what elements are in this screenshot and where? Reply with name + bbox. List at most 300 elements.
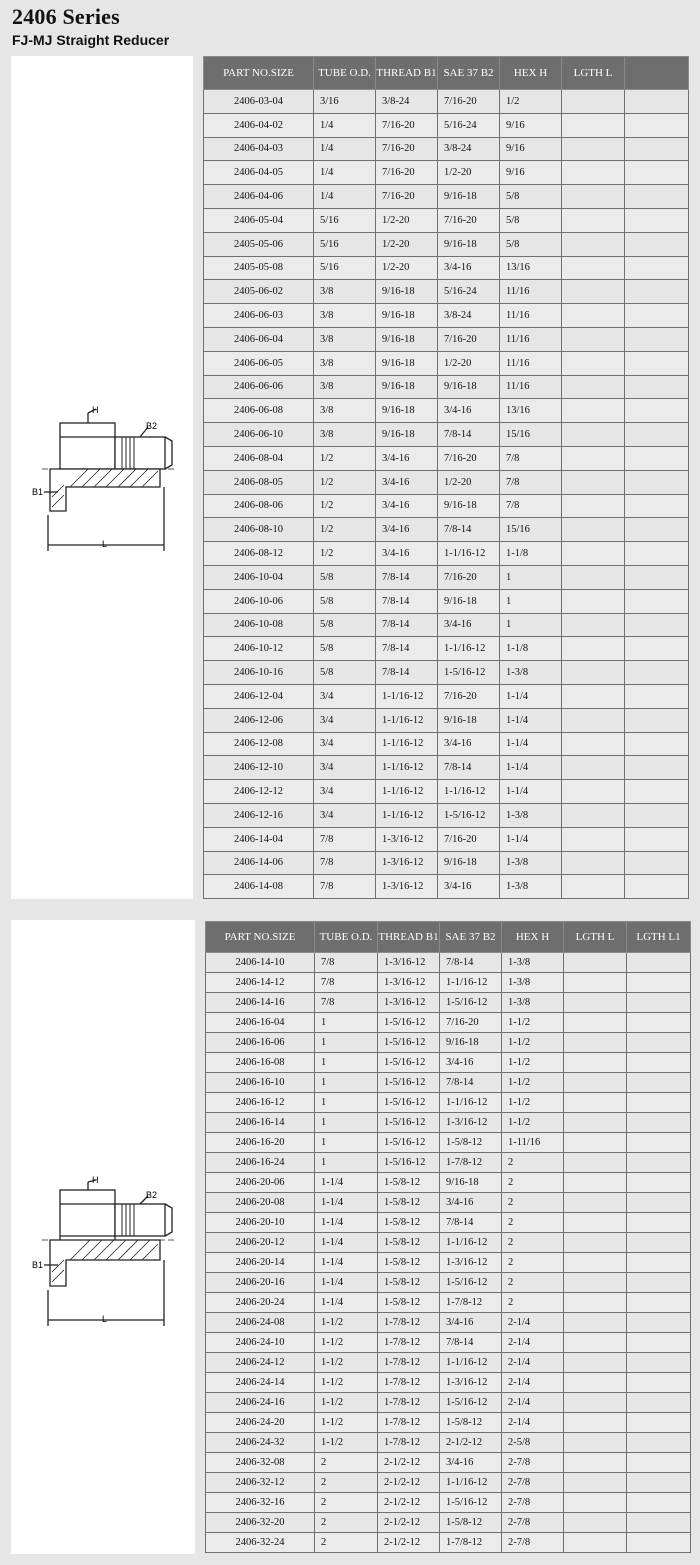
- table-cell: 1: [315, 1073, 378, 1093]
- table-cell: 1-3/16-12: [440, 1373, 502, 1393]
- b1-label: B1: [32, 487, 44, 497]
- table-cell: 2406-32-08: [206, 1453, 315, 1473]
- table-cell: [564, 1113, 627, 1133]
- table-cell: 2-1/2-12: [378, 1453, 440, 1473]
- table-cell: 9/16: [500, 113, 562, 137]
- table-cell: [627, 1153, 691, 1173]
- table-cell: [562, 256, 625, 280]
- column-header: SAE 37 B2: [440, 922, 502, 953]
- table-cell: 7/8: [500, 470, 562, 494]
- table-cell: 2406-14-12: [206, 973, 315, 993]
- table-cell: 2405-06-02: [204, 280, 314, 304]
- table-cell: 2-7/8: [502, 1453, 564, 1473]
- table-cell: 7/8-14: [438, 518, 500, 542]
- table-cell: [562, 613, 625, 637]
- table-cell: [627, 1033, 691, 1053]
- table-cell: 1/2-20: [376, 232, 438, 256]
- table-cell: 2406-04-06: [204, 185, 314, 209]
- table-cell: [564, 1253, 627, 1273]
- table-row: [206, 1533, 691, 1553]
- table-cell: 1-5/16-12: [440, 1393, 502, 1413]
- table-cell: [562, 90, 625, 114]
- table-cell: 2-1/4: [502, 1413, 564, 1433]
- table-cell: 1-1/4: [315, 1253, 378, 1273]
- table-cell: 2406-24-12: [206, 1353, 315, 1373]
- table-cell: 3/4: [314, 732, 376, 756]
- table-row: [206, 1513, 691, 1533]
- column-header: TUBE O.D.: [315, 922, 378, 953]
- table-cell: 1-3/8: [500, 803, 562, 827]
- table-row: [204, 542, 689, 566]
- table-cell: [564, 1473, 627, 1493]
- table-cell: 3/4-16: [376, 542, 438, 566]
- table-cell: [625, 280, 689, 304]
- table-cell: [625, 470, 689, 494]
- table-cell: [625, 827, 689, 851]
- table-cell: 2-7/8: [502, 1533, 564, 1553]
- table-cell: 2: [502, 1173, 564, 1193]
- table-cell: 9/16-18: [438, 851, 500, 875]
- table-cell: 1-5/16-12: [378, 1133, 440, 1153]
- table-cell: 2406-10-08: [204, 613, 314, 637]
- table-cell: 9/16-18: [438, 375, 500, 399]
- table-cell: 2: [502, 1293, 564, 1313]
- table-cell: 1/4: [314, 161, 376, 185]
- table-cell: 7/8: [315, 953, 378, 973]
- table-cell: 1-7/8-12: [378, 1353, 440, 1373]
- table-cell: 1-1/4: [315, 1193, 378, 1213]
- table-cell: 2406-16-20: [206, 1133, 315, 1153]
- table-cell: 1-1/4: [500, 827, 562, 851]
- table-cell: 2-1/2-12: [378, 1473, 440, 1493]
- column-header: PART NO.SIZE: [204, 57, 314, 90]
- table-cell: [625, 732, 689, 756]
- table-cell: [562, 827, 625, 851]
- table1-header-row: [204, 57, 689, 90]
- table-cell: [562, 732, 625, 756]
- product-subtitle: FJ-MJ Straight Reducer: [12, 32, 170, 48]
- table-cell: 2406-14-10: [206, 953, 315, 973]
- table-cell: 7/8-14: [440, 1073, 502, 1093]
- table-cell: 7/8-14: [376, 565, 438, 589]
- table-row: [206, 1453, 691, 1473]
- table-cell: [562, 494, 625, 518]
- table-cell: [564, 1033, 627, 1053]
- table-cell: [562, 208, 625, 232]
- table-cell: 2406-16-06: [206, 1033, 315, 1053]
- table-cell: 3/8: [314, 375, 376, 399]
- table-cell: 1-3/8: [502, 993, 564, 1013]
- table-cell: 7/16-20: [376, 185, 438, 209]
- table-cell: [627, 1013, 691, 1033]
- table-cell: 1: [315, 1153, 378, 1173]
- table-cell: [562, 351, 625, 375]
- table-cell: [625, 518, 689, 542]
- column-header: LGTH L: [562, 57, 625, 90]
- table-cell: 3/4-16: [440, 1453, 502, 1473]
- table2-header-row: [206, 922, 691, 953]
- table-cell: 2406-14-16: [206, 993, 315, 1013]
- table-cell: 5/16: [314, 208, 376, 232]
- table-cell: [627, 1053, 691, 1073]
- table-cell: 1-3/16-12: [376, 827, 438, 851]
- table-cell: 2-7/8: [502, 1493, 564, 1513]
- table-cell: 2406-24-08: [206, 1313, 315, 1333]
- table-cell: [564, 953, 627, 973]
- table-cell: [562, 589, 625, 613]
- table-row: [204, 304, 689, 328]
- table-cell: 7/8: [314, 875, 376, 899]
- table-cell: 2-7/8: [502, 1473, 564, 1493]
- table-row: [204, 875, 689, 899]
- table-row: [206, 1193, 691, 1213]
- table-cell: 3/8: [314, 399, 376, 423]
- table-cell: [562, 565, 625, 589]
- table-cell: 2406-24-20: [206, 1413, 315, 1433]
- table-cell: 5/8: [314, 661, 376, 685]
- table-cell: 7/16-20: [376, 161, 438, 185]
- table-cell: [562, 113, 625, 137]
- table-row: [206, 1073, 691, 1093]
- table-cell: 9/16-18: [376, 304, 438, 328]
- table-cell: 1-1/4: [315, 1173, 378, 1193]
- table-cell: [562, 875, 625, 899]
- table-cell: 5/8: [314, 589, 376, 613]
- table-cell: [562, 542, 625, 566]
- table-row: [204, 232, 689, 256]
- table-cell: [627, 1333, 691, 1353]
- table-row: [204, 827, 689, 851]
- table-cell: 11/16: [500, 280, 562, 304]
- table-cell: 1-1/2: [502, 1073, 564, 1093]
- table-cell: 2406-24-10: [206, 1333, 315, 1353]
- table-cell: 1-1/2: [502, 1053, 564, 1073]
- table-row: [204, 399, 689, 423]
- table-cell: 1-5/16-12: [378, 1113, 440, 1133]
- table-cell: [625, 232, 689, 256]
- table-cell: 7/8: [315, 993, 378, 1013]
- table-cell: 11/16: [500, 375, 562, 399]
- table-row: [204, 446, 689, 470]
- table-cell: 3/4: [314, 780, 376, 804]
- table-cell: 3/8: [314, 280, 376, 304]
- table-cell: [562, 756, 625, 780]
- table-cell: 2406-20-10: [206, 1213, 315, 1233]
- table-cell: 2: [315, 1493, 378, 1513]
- table-cell: 3/4: [314, 684, 376, 708]
- table-cell: 9/16-18: [438, 232, 500, 256]
- table-cell: 2: [315, 1453, 378, 1473]
- table-cell: [562, 803, 625, 827]
- table-cell: [625, 399, 689, 423]
- table-row: [204, 137, 689, 161]
- table-cell: 2406-24-32: [206, 1433, 315, 1453]
- table-row: [206, 1253, 691, 1273]
- table-cell: [562, 185, 625, 209]
- table-cell: 1-1/2: [502, 1113, 564, 1133]
- table-cell: 1-1/16-12: [376, 803, 438, 827]
- table-cell: [627, 1533, 691, 1553]
- table-cell: 1-5/8-12: [378, 1193, 440, 1213]
- table-cell: 1-1/2: [502, 1013, 564, 1033]
- table-row: [204, 327, 689, 351]
- table-row: [204, 780, 689, 804]
- table-cell: 1-3/16-12: [440, 1253, 502, 1273]
- table-cell: [625, 304, 689, 328]
- table-cell: 2406-24-16: [206, 1393, 315, 1413]
- table-cell: 3/4: [314, 708, 376, 732]
- table-cell: 7/8: [315, 973, 378, 993]
- table-cell: [625, 780, 689, 804]
- table-cell: 3/4-16: [376, 446, 438, 470]
- table-cell: [564, 1493, 627, 1513]
- table-cell: 1-3/16-12: [376, 875, 438, 899]
- table-cell: [564, 1373, 627, 1393]
- table-cell: [625, 375, 689, 399]
- table-cell: 1/4: [314, 185, 376, 209]
- table-row: [206, 1173, 691, 1193]
- table-cell: 2-1/2-12: [440, 1433, 502, 1453]
- table-row: [206, 1433, 691, 1453]
- table-cell: 9/16-18: [376, 280, 438, 304]
- table-cell: 2405-05-08: [204, 256, 314, 280]
- table-row: [204, 803, 689, 827]
- table-cell: 1-7/8-12: [378, 1313, 440, 1333]
- table2-body: [206, 953, 691, 1553]
- table-cell: 9/16-18: [440, 1173, 502, 1193]
- table-cell: 2406-10-16: [204, 661, 314, 685]
- table-row: [206, 1033, 691, 1053]
- table-cell: 1-3/8: [502, 973, 564, 993]
- table-cell: 5/16: [314, 256, 376, 280]
- table-cell: [564, 993, 627, 1013]
- table-cell: 2406-20-08: [206, 1193, 315, 1213]
- b2-label: B2: [146, 1190, 158, 1200]
- table-cell: 2-1/2-12: [378, 1493, 440, 1513]
- table-cell: 2406-06-08: [204, 399, 314, 423]
- table-row: [206, 1293, 691, 1313]
- table-cell: 2: [502, 1193, 564, 1213]
- table-cell: 5/8: [314, 613, 376, 637]
- table-cell: 13/16: [500, 399, 562, 423]
- table-row: [204, 637, 689, 661]
- table-cell: [564, 1233, 627, 1253]
- table-cell: 7/16-20: [438, 446, 500, 470]
- table-row: [204, 518, 689, 542]
- table-cell: 1-7/8-12: [378, 1393, 440, 1413]
- table-cell: [564, 1133, 627, 1153]
- table-cell: 1/2: [500, 90, 562, 114]
- table-cell: 1-7/8-12: [440, 1153, 502, 1173]
- table-cell: [625, 90, 689, 114]
- table-cell: [625, 589, 689, 613]
- table-cell: 1-3/16-12: [378, 973, 440, 993]
- table-cell: 3/4-16: [376, 494, 438, 518]
- table-cell: 5/16-24: [438, 280, 500, 304]
- table-cell: 1-3/8: [500, 875, 562, 899]
- table-cell: 7/16-20: [438, 827, 500, 851]
- table-cell: 2406-20-06: [206, 1173, 315, 1193]
- table-cell: 1/2: [314, 446, 376, 470]
- table-row: [206, 1013, 691, 1033]
- table-cell: 5/8: [314, 565, 376, 589]
- table-cell: 2: [502, 1153, 564, 1173]
- hex-label: H: [92, 405, 99, 415]
- table-cell: 1-5/8-12: [378, 1213, 440, 1233]
- table-cell: 1-1/4: [315, 1233, 378, 1253]
- spec-table-1: [203, 56, 689, 899]
- table-cell: [564, 1213, 627, 1233]
- table-cell: 1-1/16-12: [440, 1353, 502, 1373]
- table-cell: 3/4: [314, 756, 376, 780]
- table-cell: 3/8: [314, 351, 376, 375]
- table-cell: 1-1/16-12: [438, 780, 500, 804]
- table-cell: 2: [315, 1473, 378, 1493]
- table-cell: [625, 684, 689, 708]
- table-cell: 2406-03-04: [204, 90, 314, 114]
- table-row: [206, 973, 691, 993]
- table-row: [206, 1413, 691, 1433]
- table-cell: 2406-12-12: [204, 780, 314, 804]
- table-cell: 3/4-16: [376, 518, 438, 542]
- table-cell: 9/16-18: [376, 351, 438, 375]
- table-cell: 1-1/16-12: [376, 708, 438, 732]
- table-cell: [564, 1093, 627, 1113]
- table-row: [206, 1333, 691, 1353]
- table-cell: 9/16: [500, 161, 562, 185]
- table-cell: 7/16-20: [438, 684, 500, 708]
- table-cell: 2-1/2-12: [378, 1533, 440, 1553]
- table-cell: 3/4-16: [440, 1053, 502, 1073]
- table-row: [204, 185, 689, 209]
- table-cell: 1/4: [314, 113, 376, 137]
- table-cell: 7/16-20: [376, 113, 438, 137]
- table-cell: 9/16-18: [438, 494, 500, 518]
- table-cell: 2406-12-08: [204, 732, 314, 756]
- table-cell: [627, 1233, 691, 1253]
- table-cell: 2406-08-06: [204, 494, 314, 518]
- table-cell: 3/8-24: [438, 304, 500, 328]
- table-cell: 1: [315, 1013, 378, 1033]
- table-cell: 2-7/8: [502, 1513, 564, 1533]
- column-header: THREAD B1: [378, 922, 440, 953]
- table-cell: 7/8: [314, 827, 376, 851]
- table-row: [206, 1053, 691, 1073]
- table-cell: 2406-10-04: [204, 565, 314, 589]
- table-cell: 1-5/8-12: [378, 1273, 440, 1293]
- table-cell: [625, 351, 689, 375]
- table-cell: 1-5/8-12: [378, 1293, 440, 1313]
- table-cell: 1/2-20: [376, 208, 438, 232]
- table-cell: [625, 256, 689, 280]
- table-cell: 1/4: [314, 137, 376, 161]
- table-cell: 2406-16-12: [206, 1093, 315, 1113]
- table-row: [206, 1213, 691, 1233]
- table-cell: 2406-12-04: [204, 684, 314, 708]
- table-cell: 2406-20-12: [206, 1233, 315, 1253]
- table-cell: 2: [502, 1253, 564, 1273]
- table-cell: 2-1/4: [502, 1393, 564, 1413]
- table-cell: 2406-12-10: [204, 756, 314, 780]
- table-cell: [627, 973, 691, 993]
- table-cell: 1-3/8: [502, 953, 564, 973]
- table-cell: 2-1/4: [502, 1353, 564, 1373]
- table-cell: [562, 661, 625, 685]
- table-cell: [625, 208, 689, 232]
- table-cell: 1-11/16: [502, 1133, 564, 1153]
- table-cell: [562, 304, 625, 328]
- table-cell: 1-1/2: [315, 1373, 378, 1393]
- table-cell: 9/16-18: [438, 589, 500, 613]
- table-cell: [625, 137, 689, 161]
- table-cell: 1-1/2: [502, 1033, 564, 1053]
- column-header: LGTH L: [564, 922, 627, 953]
- table-cell: 1-1/16-12: [376, 756, 438, 780]
- table-cell: 2406-08-05: [204, 470, 314, 494]
- table-cell: [627, 1113, 691, 1133]
- table-cell: 1-1/16-12: [438, 637, 500, 661]
- table-cell: 2: [315, 1513, 378, 1533]
- table-cell: 2406-16-14: [206, 1113, 315, 1133]
- table-cell: 1-1/16-12: [440, 973, 502, 993]
- table-cell: 1-1/16-12: [440, 1093, 502, 1113]
- column-header: LGTH L1: [627, 922, 691, 953]
- table-cell: [627, 1293, 691, 1313]
- table-cell: 5/16: [314, 232, 376, 256]
- table-cell: [625, 565, 689, 589]
- table-cell: [627, 1373, 691, 1393]
- table-cell: 2406-32-20: [206, 1513, 315, 1533]
- table-row: [206, 1493, 691, 1513]
- table-cell: [562, 423, 625, 447]
- table-cell: 2406-04-03: [204, 137, 314, 161]
- table-cell: 3/4-16: [438, 875, 500, 899]
- table-cell: 9/16-18: [438, 708, 500, 732]
- table-cell: [625, 113, 689, 137]
- table-cell: [562, 399, 625, 423]
- table-cell: 2406-08-12: [204, 542, 314, 566]
- table-cell: 3/4-16: [438, 613, 500, 637]
- table-cell: 11/16: [500, 304, 562, 328]
- table-cell: 1/2-20: [438, 351, 500, 375]
- table-cell: [562, 375, 625, 399]
- table-cell: [564, 1333, 627, 1353]
- table-cell: 1-1/2: [502, 1093, 564, 1113]
- table-cell: 11/16: [500, 327, 562, 351]
- table-cell: [562, 161, 625, 185]
- length-label: L: [102, 1314, 108, 1324]
- table-cell: [564, 1453, 627, 1473]
- table-cell: 1/2-20: [438, 470, 500, 494]
- table-cell: 1-1/16-12: [376, 780, 438, 804]
- table-cell: 1-5/16-12: [378, 1153, 440, 1173]
- table-row: [204, 375, 689, 399]
- table-cell: 2406-08-10: [204, 518, 314, 542]
- table-cell: [627, 1253, 691, 1273]
- table-cell: 7/8-14: [376, 589, 438, 613]
- table-row: [206, 1273, 691, 1293]
- table-cell: [564, 1173, 627, 1193]
- table-row: [206, 1373, 691, 1393]
- table-cell: 5/8: [500, 185, 562, 209]
- table-cell: 1-1/4: [500, 756, 562, 780]
- column-header: HEX H: [500, 57, 562, 90]
- column-header: THREAD B1: [376, 57, 438, 90]
- reducer-drawing-2: [30, 1170, 180, 1330]
- table-cell: 1-5/8-12: [440, 1513, 502, 1533]
- table-cell: [562, 780, 625, 804]
- table-cell: 1-7/8-12: [378, 1433, 440, 1453]
